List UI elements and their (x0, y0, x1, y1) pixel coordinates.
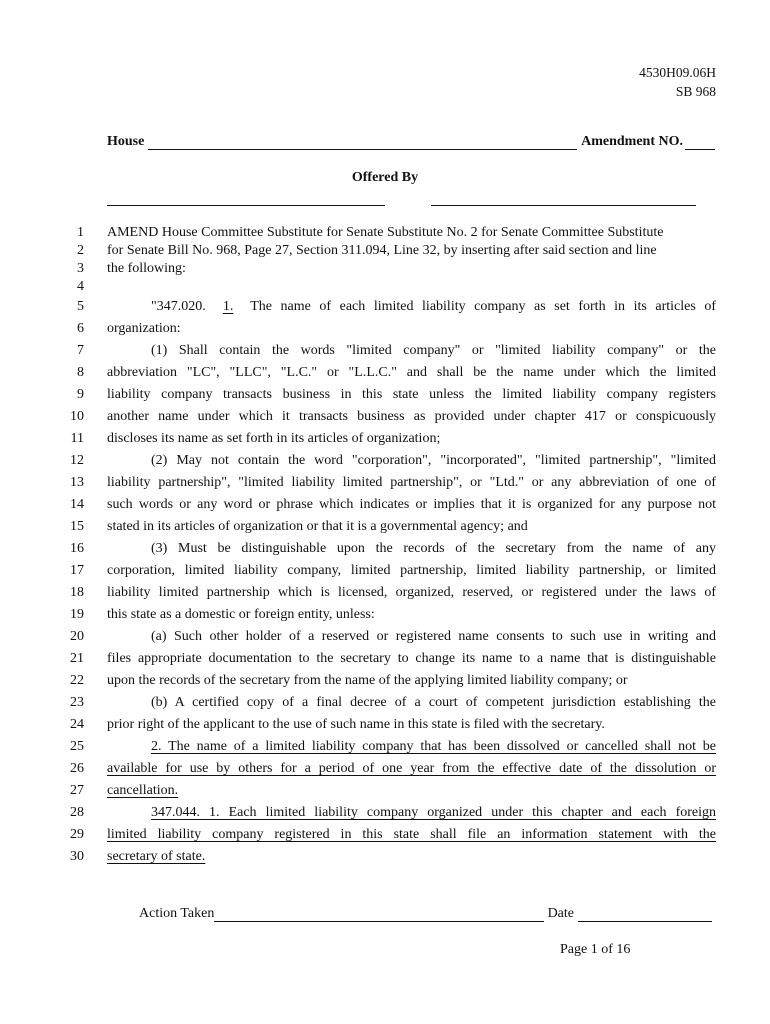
line-number: 21 (70, 651, 84, 666)
house-label: House (107, 134, 145, 149)
text-line: 347.044. 1. Each limited liability company organized under this chapter and each foreign (151, 805, 716, 820)
house-amendment-line (107, 134, 715, 150)
text-line: 2. The name of a limited liability company that has been dissolved or cancelled shall not be (151, 739, 716, 754)
date-label: Date (547, 906, 574, 921)
bill-number: SB 968 (675, 84, 716, 99)
offered-by-blank-left (107, 205, 385, 206)
line-number: 18 (70, 585, 84, 600)
line-number: 6 (77, 321, 84, 336)
line-number: 23 (70, 695, 84, 710)
page-number: Page 1 of 16 (560, 942, 631, 957)
action-taken-label: Action Taken (139, 906, 215, 921)
text-segment: The name of each limited liability company as set forth in its articles of (233, 299, 717, 314)
text-line: files appropriate documentation to the secretary to change its name to a name that is distinguishable (107, 651, 716, 666)
date-blank (578, 909, 712, 922)
text-line: corporation, limited liability company, limited partnership, limited liability partnership, or limited (107, 563, 716, 578)
text-line: discloses its name as set forth in its articles of organization; (107, 431, 441, 446)
line-number: 26 (70, 761, 84, 776)
text-line: (b) A certified copy of a final decree of a court of competent jurisdiction establishing the (151, 695, 716, 710)
text-line: for Senate Bill No. 968, Page 27, Section 311.094, Line 32, by inserting after said section and line (107, 243, 657, 258)
line-number: 20 (70, 629, 84, 644)
offered-by-heading: Offered By (351, 170, 419, 185)
line-number: 25 (70, 739, 84, 754)
line-number: 10 (70, 409, 84, 424)
offered-by-blank-right (431, 205, 696, 206)
text-line: AMEND House Committee Substitute for Senate Substitute No. 2 for Senate Committee Substitute (107, 225, 664, 240)
text-line: liability company transacts business in this state unless the limited liability company registers (107, 387, 716, 402)
action-taken-blank (214, 909, 543, 922)
text-line: secretary of state. (107, 849, 206, 864)
line-number: 19 (70, 607, 84, 622)
line-number: 2 (77, 243, 84, 258)
text-line: (1) Shall contain the words "limited company" or "limited liability company" or the (151, 343, 716, 358)
line-number: 12 (70, 453, 84, 468)
line-number: 13 (70, 475, 84, 490)
house-blank (148, 137, 577, 150)
line-number: 14 (70, 497, 84, 512)
text-line: (3) Must be distinguishable upon the records of the secretary from the name of any (151, 541, 716, 556)
line-number: 24 (70, 717, 84, 732)
text-line: abbreviation "LC", "LLC", "L.C." or "L.L.C." and shall be the name under which the limited (107, 365, 716, 380)
text-line: (2) May not contain the word "corporation", "incorporated", "limited partnership", "limited (151, 453, 716, 468)
document-code: 4530H09.06H (639, 65, 716, 80)
section-number: "347.020. (151, 299, 223, 314)
text-line: prior right of the applicant to the use of such name in this state is filed with the secretary. (107, 717, 605, 732)
text-line: the following: (107, 261, 186, 276)
text-line: available for use by others for a period of one year from the effective date of the dissolution or (107, 761, 716, 776)
text-line: limited liability company registered in this state shall file an information statement with the (107, 827, 716, 842)
subsection-number: 1. (222, 299, 234, 314)
text-line: this state as a domestic or foreign entity, unless: (107, 607, 375, 622)
line-number: 11 (70, 431, 84, 446)
line-number: 4 (77, 279, 84, 294)
text-line: such words or any word or phrase which indicates or implies that it is organized for any purpose not (107, 497, 716, 512)
line-number: 9 (77, 387, 84, 402)
line-number: 30 (70, 849, 84, 864)
text-line (107, 299, 716, 315)
line-number: 3 (77, 261, 84, 276)
text-line: (a) Such other holder of a reserved or registered name consents to such use in writing and (151, 629, 716, 644)
action-taken-row (139, 906, 716, 922)
text-line: another name under which it transacts business as provided under chapter 417 or conspicuously (107, 409, 716, 424)
line-number: 27 (70, 783, 84, 798)
amendment-label: Amendment NO. (581, 134, 683, 149)
document-code-block (639, 63, 716, 101)
line-number: 22 (70, 673, 84, 688)
line-number: 16 (70, 541, 84, 556)
line-number: 29 (70, 827, 84, 842)
amendment-number-blank (685, 137, 715, 150)
text-line: organization: (107, 321, 181, 336)
text-line: upon the records of the secretary from the name of the applying limited liability company; or (107, 673, 628, 688)
text-line: liability limited partnership which is licensed, organized, reserved, or registered under the laws of (107, 585, 716, 600)
text-line: cancellation. (107, 783, 179, 798)
line-number: 1 (77, 225, 84, 240)
line-number: 15 (70, 519, 84, 534)
line-number: 5 (77, 299, 84, 314)
text-line: liability partnership", "limited liability limited partnership", or "Ltd." or any abbreviation of one of (107, 475, 716, 490)
line-number: 7 (77, 343, 84, 358)
text-line: stated in its articles of organization or that it is a governmental agency; and (107, 519, 528, 534)
line-number: 8 (77, 365, 84, 380)
line-number: 28 (70, 805, 84, 820)
line-number: 17 (70, 563, 84, 578)
